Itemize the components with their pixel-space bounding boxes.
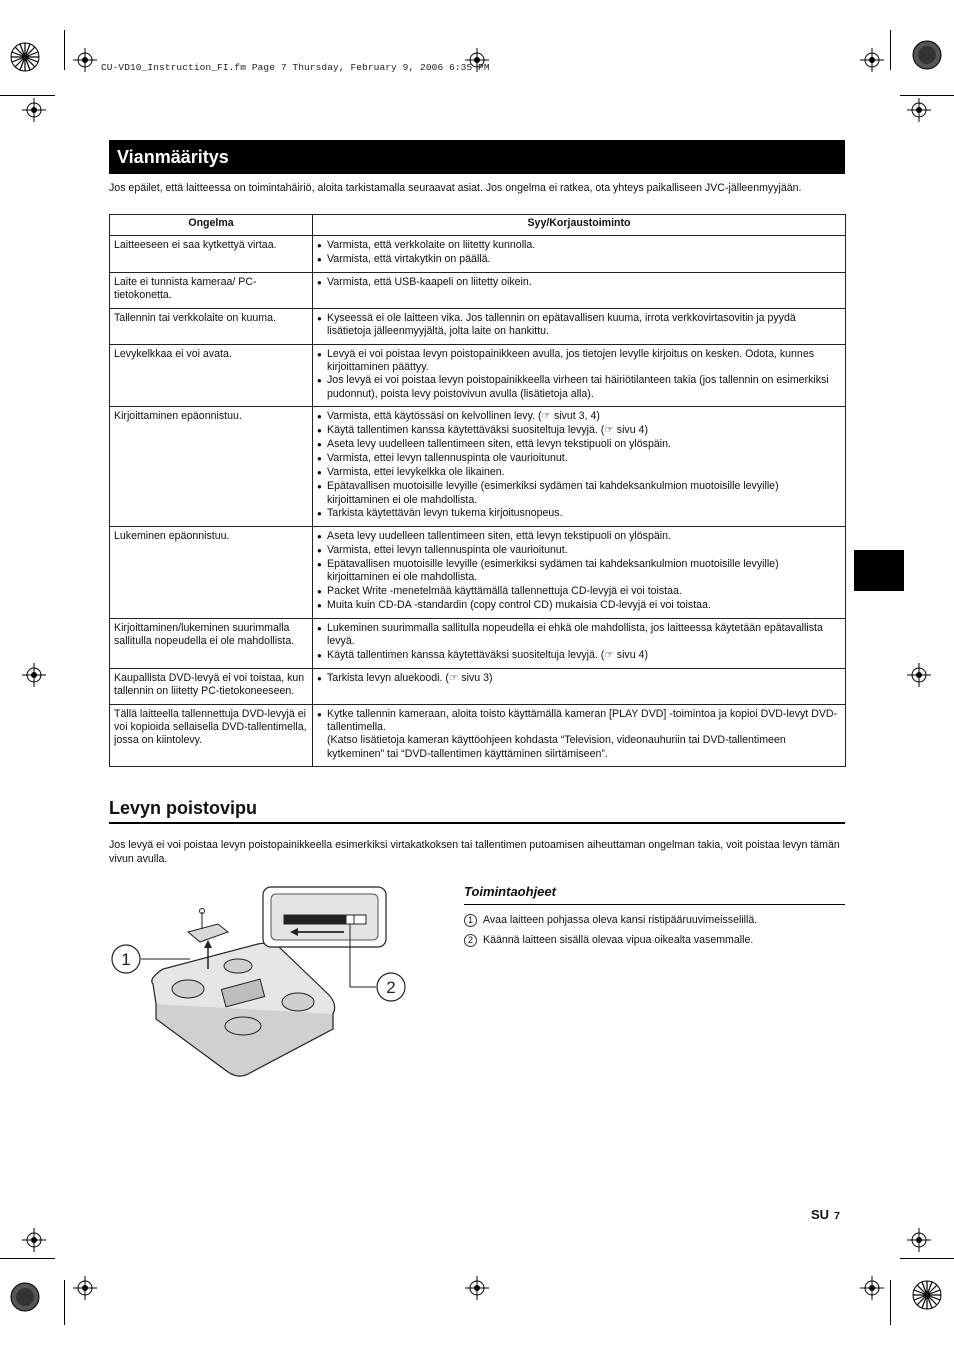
problem-cell: Tallennin tai verkkolaite on kuuma.	[110, 308, 313, 344]
bullet-icon: ●	[317, 440, 322, 450]
fix-text: Jos levyä ei voi poistaa levyn poistopainikkeella virheen tai häiriötilanteen takia (jos tallennin on esimerkiksi pudonnut), poista levy poistovivun avulla (lisätietoja alla).	[327, 374, 829, 400]
fix-bullet	[317, 276, 842, 290]
table-row	[110, 344, 846, 407]
section-title: Vianmääritys	[109, 140, 845, 174]
fix-bullet	[317, 466, 842, 480]
fix-bullet	[317, 544, 842, 558]
bullet-icon: ●	[317, 709, 322, 719]
bullet-icon: ●	[317, 412, 322, 422]
crop-mark	[890, 1280, 891, 1325]
fix-bullet	[317, 585, 842, 599]
registration-crosshair-icon	[860, 1276, 884, 1300]
step-number: 1	[464, 914, 477, 927]
fix-bullet	[317, 348, 842, 375]
instructions-title: Toimintaohjeet	[464, 884, 845, 905]
instruction-step	[464, 913, 845, 927]
fix-text: Käytä tallentimen kanssa käytettäväksi suositeltuja levyjä. (☞ sivu 4)	[327, 424, 648, 437]
bullet-icon: ●	[317, 313, 322, 323]
bullet-icon: ●	[317, 426, 322, 436]
fix-cell	[313, 527, 846, 619]
fix-text: Epätavallisen muotoisille levyille (esimerkiksi sydämen tai kahdeksankulmion muotoisille levyille) kirjoittaminen ei ole mahdollista.	[327, 480, 779, 506]
fix-cell	[313, 344, 846, 407]
registration-crosshair-icon	[73, 1276, 97, 1300]
fix-text: Varmista, että USB-kaapeli on liitetty oikein.	[327, 276, 532, 288]
table-row	[110, 527, 846, 619]
fix-text: Varmista, että virtakytkin on päällä.	[327, 253, 491, 265]
bullet-icon: ●	[317, 600, 322, 610]
step-number: 2	[464, 934, 477, 947]
table-row	[110, 668, 846, 704]
crop-mark	[64, 30, 65, 70]
registration-starburst-icon	[912, 40, 942, 70]
fix-bullet	[317, 480, 842, 507]
bullet-icon: ●	[317, 586, 322, 596]
registration-crosshair-icon	[73, 48, 97, 72]
registration-crosshair-icon	[907, 1228, 931, 1252]
troubleshooting-table	[109, 214, 846, 767]
bullet-icon: ●	[317, 255, 322, 264]
table-row	[110, 407, 846, 527]
step-text: Käännä laitteen sisällä olevaa vipua oikealta vasemmalle.	[483, 934, 754, 946]
fix-text: Aseta levy uudelleen tallentimeen siten, että levyn tekstipuoli on ylöspäin.	[327, 530, 671, 543]
fix-bullet	[317, 253, 842, 267]
bullet-icon: ●	[317, 546, 322, 556]
page-footer	[811, 1207, 840, 1222]
problem-cell: Kirjoittaminen epäonnistuu.	[110, 407, 313, 527]
fix-bullet	[317, 410, 842, 424]
registration-starburst-icon	[912, 1280, 942, 1310]
eject-lever-illustration	[108, 884, 413, 1089]
fix-bullet	[317, 649, 842, 663]
table-row	[110, 236, 846, 273]
registration-crosshair-icon	[860, 48, 884, 72]
fix-cell	[313, 618, 846, 668]
fix-text: Muita kuin CD-DA -standardin (copy control CD) mukaisia CD-levyjä ei voi toistaa.	[327, 598, 711, 611]
crop-mark	[900, 1258, 954, 1259]
fix-bullet	[317, 438, 842, 452]
fix-text: Varmista, että verkkolaite on liitetty kunnolla.	[327, 239, 536, 251]
bullet-icon: ●	[317, 349, 322, 359]
problem-cell: Tällä laitteella tallennettuja DVD-levyjä ei voi kopioida sellaisella DVD-tallentimella, jossa on kiintolevy.	[110, 704, 313, 767]
crop-mark	[64, 1280, 65, 1325]
bullet-icon: ●	[317, 560, 322, 570]
fix-text: Lukeminen suurimmalla sallitulla nopeudella ei ehkä ole mahdollista, jos laitteessa käytetään epätavallista levyä.	[327, 621, 823, 648]
instruction-step	[464, 933, 845, 947]
fix-bullet	[317, 708, 842, 762]
fix-text: Aseta levy uudelleen tallentimeen siten, että levyn tekstipuoli on ylöspäin.	[327, 438, 671, 451]
bullet-icon: ●	[317, 509, 322, 519]
fix-bullet	[317, 558, 842, 585]
problem-cell: Kirjoittaminen/lukeminen suurimmalla sallitulla nopeudella ei ole mahdollista.	[110, 618, 313, 668]
fix-text: Levyä ei voi poistaa levyn poistopainikkeen avulla, jos tietojen levylle kirjoitus on kesken. Odota, kunnes kirjoittaminen päättyy.	[327, 347, 815, 374]
bullet-icon: ●	[317, 532, 322, 542]
fix-bullet	[317, 622, 842, 649]
callout-1-label: 1	[121, 950, 131, 969]
registration-crosshair-icon	[22, 663, 46, 687]
problem-cell: Laite ei tunnista kameraa/ PC-tietokonetta.	[110, 273, 313, 309]
bullet-icon: ●	[317, 468, 322, 478]
fix-cell	[313, 668, 846, 704]
registration-crosshair-icon	[22, 98, 46, 122]
bullet-icon: ●	[317, 376, 322, 386]
section-intro: Jos epäilet, että laitteessa on toimintahäiriö, aloita tarkistamalla seuraavat asiat. Jos ongelma ei ratkea, ota yhteys paikalliseen JVC-jälleenmyyjään.	[109, 182, 802, 194]
fix-cell	[313, 236, 846, 273]
crop-mark	[0, 1258, 55, 1259]
table-row	[110, 308, 846, 344]
fix-bullet	[317, 530, 842, 544]
table-row	[110, 618, 846, 668]
bullet-icon: ●	[317, 278, 322, 287]
registration-starburst-icon	[10, 1282, 40, 1312]
fix-text: Varmista, ettei levyn tallennuspinta ole vaurioitunut.	[327, 452, 568, 465]
fix-text: Tarkista levyn aluekoodi. (☞ sivu 3)	[327, 671, 493, 684]
problem-cell: Laitteeseen ei saa kytkettyä virtaa.	[110, 236, 313, 273]
fix-text: Käytä tallentimen kanssa käytettäväksi suositeltuja levyjä. (☞ sivu 4)	[327, 648, 648, 661]
chapter-tab	[854, 550, 904, 591]
fix-text: Tarkista käytettävän levyn tukema kirjoitusnopeus.	[327, 507, 563, 520]
instructions-list	[464, 913, 845, 953]
crop-mark	[890, 30, 891, 70]
fix-text: Packet Write -menetelmää käyttämällä tallennettuja CD-levyjä ei voi toistaa.	[327, 584, 682, 597]
language-code: SU	[811, 1207, 830, 1222]
problem-cell: Kaupallista DVD-levyä ei voi toistaa, kun tallennin on liitetty PC-tietokoneeseen.	[110, 668, 313, 704]
page-number: 7	[834, 1210, 840, 1222]
crop-mark	[900, 95, 954, 96]
fix-bullet	[317, 312, 842, 339]
table-body	[110, 236, 846, 767]
fix-bullet	[317, 599, 842, 613]
bullet-icon: ●	[317, 482, 322, 492]
fix-text: Varmista, ettei levykelkka ole likainen.	[327, 466, 505, 479]
bullet-icon: ●	[317, 241, 322, 250]
eject-section-title: Levyn poistovipu	[109, 798, 845, 824]
fix-bullet	[317, 452, 842, 466]
registration-crosshair-icon	[465, 1276, 489, 1300]
bullet-icon: ●	[317, 673, 322, 683]
registration-starburst-icon	[10, 42, 40, 72]
table-row	[110, 273, 846, 309]
fix-bullet	[317, 507, 842, 521]
crop-mark	[0, 95, 55, 96]
fix-bullet	[317, 672, 842, 686]
problem-cell: Levykelkkaa ei voi avata.	[110, 344, 313, 407]
fix-cell	[313, 704, 846, 767]
step-text: Avaa laitteen pohjassa oleva kansi ristipääruuvimeisselillä.	[483, 914, 758, 926]
fix-text: Varmista, että käytössäsi on kelvollinen levy. (☞ sivut 3, 4)	[327, 410, 600, 423]
fix-bullet	[317, 239, 842, 253]
column-header-problem: Ongelma	[110, 215, 313, 236]
callout-2-label: 2	[386, 978, 396, 997]
fix-bullet	[317, 424, 842, 438]
fix-cell	[313, 273, 846, 309]
problem-cell: Lukeminen epäonnistuu.	[110, 527, 313, 619]
bullet-icon: ●	[317, 623, 322, 633]
registration-crosshair-icon	[907, 663, 931, 687]
bullet-icon: ●	[317, 650, 322, 660]
fix-cell	[313, 308, 846, 344]
registration-crosshair-icon	[907, 98, 931, 122]
fix-text: Varmista, ettei levyn tallennuspinta ole vaurioitunut.	[327, 544, 568, 557]
table-row	[110, 704, 846, 767]
fix-cell	[313, 407, 846, 527]
file-info-header: CU-VD10_Instruction_FI.fm Page 7 Thursday, February 9, 2006 6:35 PM	[101, 62, 490, 73]
fix-text: Kytke tallennin kameraan, aloita toisto käyttämällä kameran [PLAY DVD] -toimintoa ja kopioi DVD-levyt DVD-tallentimella. (Katso lisätietoja kameran käyttöohjeen kohdasta “Television, videonauhuriin tai DVD-tallentimeen kytkeminen” tai “DVD-tallentimen käyttäminen siirtämiseen”.	[327, 707, 838, 760]
fix-bullet	[317, 374, 842, 401]
fix-text: Kyseessä ei ole laitteen vika. Jos tallennin on epätavallisen kuuma, irrota verkkovirtasovitin ja pyydä lisätietoja jälleenmyyjältä, jolta laite on hankittu.	[327, 311, 796, 338]
eject-intro: Jos levyä ei voi poistaa levyn poistopainikkeella esimerkiksi virtakatkoksen tai tallentimen putoamisen aiheuttaman ongelman takia, voit poistaa levyn tämän vivun avulla.	[109, 839, 840, 865]
fix-text: Epätavallisen muotoisille levyille (esimerkiksi sydämen tai kahdeksankulmion muotoisille levyille) kirjoittaminen ei ole mahdollista.	[327, 558, 779, 584]
registration-crosshair-icon	[22, 1228, 46, 1252]
column-header-fix: Syy/Korjaustoiminto	[313, 215, 846, 236]
bullet-icon: ●	[317, 454, 322, 464]
